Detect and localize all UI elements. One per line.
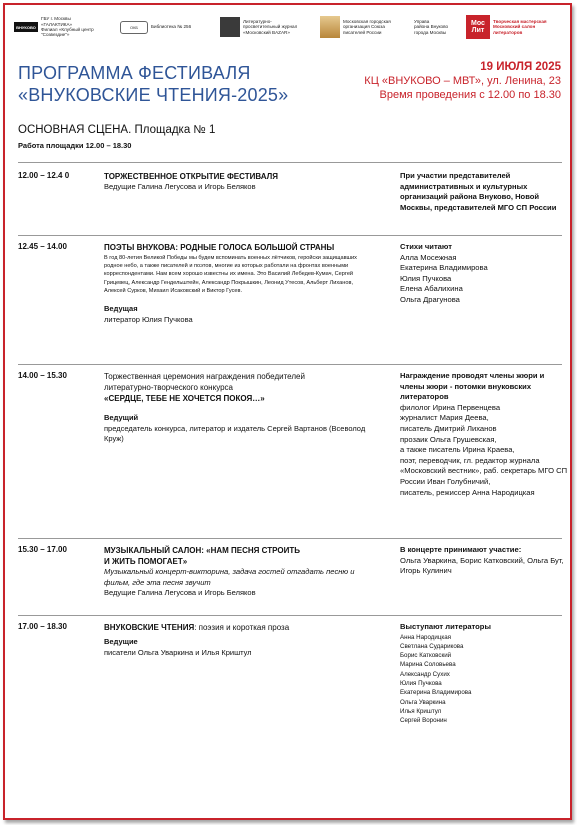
program-time: 14.00 – 15.30 <box>18 371 67 380</box>
list-item: Юлия Пучкова <box>400 273 452 283</box>
program-event: ПОЭТЫ ВНУКОВА: РОДНЫЕ ГОЛОСА БОЛЬШОЙ СТРАНЫ <box>104 243 335 252</box>
partner-logo-text: Библиотека № 256 <box>151 24 192 30</box>
program-time: 12.45 – 14.00 <box>18 242 67 251</box>
program-time: 15.30 – 17.00 <box>18 545 67 554</box>
program-time: 12.00 – 12.4 0 <box>18 171 70 180</box>
partner-logo-district <box>414 14 464 40</box>
writers-union-logo-icon <box>320 16 340 38</box>
journal-logo-icon <box>220 17 240 37</box>
list-item: Юлия Пучкова <box>400 680 442 688</box>
list-item: поэт, переводчик, гл. редактор журнала «Московский вестник», раб. секретарь МГО СП России Иван Голубничий, <box>400 455 568 486</box>
list-item: журналист Мария Деева, <box>400 413 489 423</box>
program-host-label: Ведущий <box>104 413 139 422</box>
partner-logo-text: Литературно- просветительный журнал «Московский BAZAR» <box>243 18 298 35</box>
vnukovo-logo-icon: ВНУКОВО <box>14 22 38 32</box>
partner-logo-text: ГБУ г. Москвы «ГАЛАКТИКА» Филиал «Клубный центр "Созвездие"» <box>41 16 94 38</box>
participants-title: Выступают литераторы <box>400 622 491 631</box>
title-line-1: ПРОГРАММА ФЕСТИВАЛЯ <box>18 63 251 83</box>
list-item: Анна Народицкая <box>400 633 452 641</box>
list-item: писатель Дмитрий Лиханов <box>400 423 497 433</box>
divider <box>18 364 562 365</box>
program-participants: При участии представителей административных и культурных организаций района Внуково, Новой Москвы, представителей МГО СП России <box>400 171 557 212</box>
divider <box>18 615 562 616</box>
participants-title: Стихи читают <box>400 242 452 251</box>
program-participants <box>400 242 570 306</box>
divider <box>18 162 562 163</box>
partner-logo-writers-union <box>320 14 403 40</box>
program-time: 17.00 – 18.30 <box>18 622 67 631</box>
program-event: ВНУКОВСКИЕ ЧТЕНИЯ <box>104 623 195 632</box>
list-item: Александр Сухих <box>400 670 450 678</box>
list-item: Илья Криштул <box>400 707 442 715</box>
scene-hours: Работа площадки 12.00 – 18.30 <box>18 141 132 150</box>
event-hours: Время проведения с 12.00 по 18.30 <box>379 89 561 101</box>
list-item: Екатерина Владимирова <box>400 263 488 273</box>
program-details <box>104 622 374 658</box>
partner-logo-library <box>120 14 201 40</box>
program-details <box>104 371 374 445</box>
scene-title: ОСНОВНАЯ СЦЕНА. Площадка № 1 <box>18 124 216 136</box>
divider <box>18 235 562 236</box>
program-event-line: Торжественная церемония награждения победителей <box>104 372 305 381</box>
list-item: Марина Соловьева <box>400 661 456 669</box>
program-host: литератор Юлия Пучкова <box>104 314 193 324</box>
library-logo-icon: ОКБ <box>120 21 148 34</box>
program-event: ТОРЖЕСТВЕННОЕ ОТКРЫТИЕ ФЕСТИВАЛЯ <box>104 172 278 181</box>
list-item: Елена Абалихина <box>400 284 463 294</box>
partner-logo-text: Управа района Внуково города Москвы <box>414 18 449 35</box>
participants-title: Награждение проводят члены жюри и члены жюри - потомки внуковских литераторов <box>400 371 545 402</box>
program-host-label: Ведущие <box>104 637 138 646</box>
program-participants <box>400 371 570 498</box>
participants-title: В концерте принимают участие: <box>400 545 522 554</box>
program-event-line: МУЗЫКАЛЬНЫЙ САЛОН: «НАМ ПЕСНЯ СТРОИТЬ <box>104 546 300 555</box>
partner-logo-text: Московская городская организация Союза писателей России <box>343 18 391 35</box>
event-date-block <box>364 60 561 102</box>
program-details <box>104 545 374 599</box>
participants-text: Ольга Уваркина, Борис Катковский, Ольга Бут, Игорь Кулинич <box>400 555 564 576</box>
list-item: Ольга Драгунова <box>400 294 460 304</box>
list-item: Сергей Воронин <box>400 717 447 725</box>
list-item: а также писатель Ирина Краева, <box>400 445 515 455</box>
list-item: Екатерина Владимирова <box>400 689 472 697</box>
divider <box>18 538 562 539</box>
program-hosts: Ведущие Галина Легусова и Игорь Беляков <box>104 182 256 191</box>
program-participants <box>400 622 570 726</box>
page-title <box>18 62 288 106</box>
program-host-label: Ведущая <box>104 304 138 314</box>
program-hosts: Ведущие Галина Легусова и Игорь Беляков <box>104 588 256 598</box>
program-description: Музыкальный концерт-викторина, задача гостей отгадать песню и фильм, где эта песня звучит <box>104 567 355 587</box>
event-date: 19 ИЮЛЯ 2025 <box>480 61 561 73</box>
program-event-subtitle: : поэзия и короткая проза <box>194 623 290 632</box>
partner-logo-text: Творческая мастерская Московский салон литераторов <box>493 18 547 35</box>
program-host: писатели Ольга Уваркина и Илья Криштул <box>104 647 252 657</box>
program-description: В год 80-летия Великой Победы мы будем вспоминать военных лётчиков, геройски защищавших родное небо, а также писателей и поэтов, многие из которых работали на фронтах военными корреспондентами. Нам всем хорошо известны их имена. Это Василий Лебедев-Кумач, Сергей Грицевец, Александр Гендельштейн, Александр Покрышкин, Леонид Утесов, Альберт Лиханов, Алексей Сурков, Михаил Исаковский и Виктор Гусев. <box>104 255 357 294</box>
program-event: «СЕРДЦЕ, ТЕБЕ НЕ ХОЧЕТСЯ ПОКОЯ…» <box>104 394 265 403</box>
list-item: Борис Катковский <box>400 652 452 660</box>
list-item: Светлана Сударикова <box>400 642 464 650</box>
list-item: прозаик Ольга Грушевская, <box>400 434 497 444</box>
partner-logo-vnukovo <box>14 14 103 40</box>
partner-logo-journal <box>220 14 309 40</box>
program-details <box>104 171 374 193</box>
mosslit-logo-icon: Мос Лит <box>466 15 490 39</box>
list-item: филолог Ирина Первенцева <box>400 402 501 412</box>
list-item: Ольга Уваркина <box>400 698 446 706</box>
list-item: писатель, режиссер Анна Народицкая <box>400 487 535 497</box>
list-item: Алла Мосежная <box>400 252 457 262</box>
title-line-2: «ВНУКОВСКИЕ ЧТЕНИЯ-2025» <box>18 85 289 105</box>
program-details <box>104 242 374 325</box>
partner-logo-mosslit <box>466 14 559 40</box>
event-venue: КЦ «ВНУКОВО – МВТ», ул. Ленина, 23 <box>364 75 561 87</box>
program-host: председатель конкурса, литератор и издатель Сергей Вартанов (Всеволод Круж) <box>104 423 366 444</box>
program-event-line: литературно-творческого конкурса <box>104 383 233 392</box>
program-participants <box>400 545 570 577</box>
program-event-line: И ЖИТЬ ПОМОГАЕТ» <box>104 557 188 566</box>
partner-logos <box>14 14 562 40</box>
